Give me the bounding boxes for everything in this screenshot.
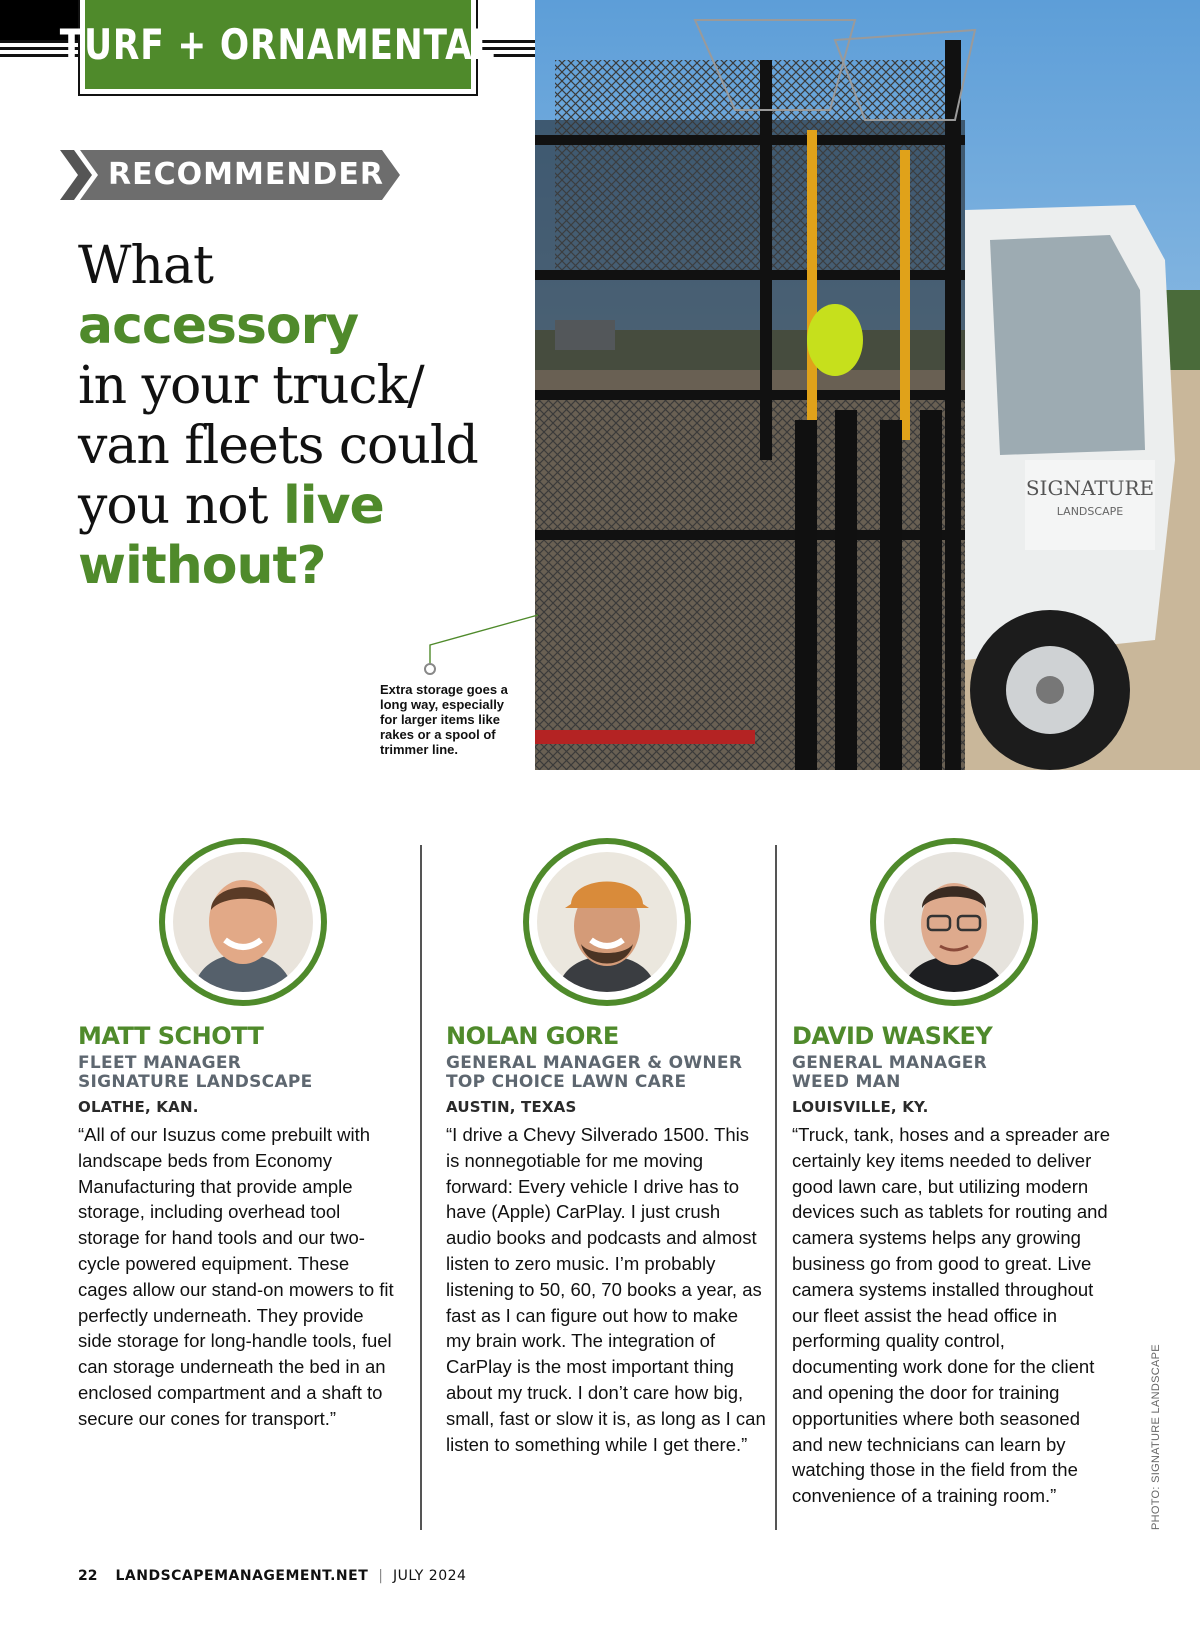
avatar xyxy=(159,838,327,1006)
person-location: LOUISVILLE, KY. xyxy=(792,1098,929,1116)
person-role: GENERAL MANAGER xyxy=(792,1053,988,1073)
profile-column xyxy=(792,1022,1112,1509)
person-company: SIGNATURE LANDSCAPE xyxy=(78,1072,313,1092)
person-portrait-icon xyxy=(537,852,677,992)
person-quote: “I drive a Chevy Silverado 1500. This is nonnegotiable for me moving forward: Every vehicle I drive has to have (Apple) CarPlay. I just crush audio books and podcasts and almost listen to zero music. I’m probably listening to 50, 60, 70 books a year, as fast as I can figure out how to make my brain work. The integration of CarPlay is the most important thing about my truck. I don’t care how big, small, fast or slow it is, as long as I can listen to something while I get there.” xyxy=(446,1124,766,1455)
profile-column xyxy=(78,1022,398,1432)
headline-line-5b: live xyxy=(282,476,384,536)
headline-line-2: accessory xyxy=(78,296,359,356)
truck-photo xyxy=(535,0,1200,770)
person-name: NOLAN GORE xyxy=(446,1022,619,1050)
person-location: OLATHE, KAN. xyxy=(78,1098,199,1116)
person-name: MATT SCHOTT xyxy=(78,1022,264,1050)
person-portrait-icon xyxy=(173,852,313,992)
person-quote: “Truck, tank, hoses and a spreader are certainly key items needed to deliver good lawn care, but utilizing modern devices such as tablets for routing and camera systems helps any growing business go from good to great. Live camera systems installed throughout our fleet assist the head office in performing quality control, documenting work done for the client and opening the door for training opportunities where both seasoned and new technicians can learn by watching those in the field from the convenience of a training room.” xyxy=(792,1124,1111,1507)
page-headline xyxy=(78,236,518,596)
kicker-banner xyxy=(60,150,400,200)
person-company: TOP CHOICE LAWN CARE xyxy=(446,1072,687,1092)
avatar xyxy=(870,838,1038,1006)
kicker-label: RECOMMENDER xyxy=(108,157,384,192)
avatar xyxy=(523,838,691,1006)
photo-caption: Extra storage goes a long way, especially for larger items like rakes or a spool of trimmer line. xyxy=(380,682,508,757)
caption-callout-line xyxy=(420,605,540,675)
headline-line-3: in your truck/ xyxy=(78,356,424,416)
footer-site: LANDSCAPEMANAGEMENT.NET xyxy=(115,1568,369,1584)
person-portrait-icon xyxy=(884,852,1024,992)
truck-door-brand: SIGNATURE xyxy=(1025,476,1155,500)
column-divider xyxy=(420,845,422,1530)
person-company: WEED MAN xyxy=(792,1072,901,1092)
page-number: 22 xyxy=(78,1568,98,1584)
profile-column xyxy=(446,1022,766,1457)
truck-door-sub: LANDSCAPE xyxy=(1056,505,1124,518)
headline-line-6: without? xyxy=(78,536,326,596)
headline-line-4: van fleets could xyxy=(78,416,478,476)
section-tag xyxy=(60,0,496,96)
column-divider xyxy=(775,845,777,1530)
person-name: DAVID WASKEY xyxy=(792,1022,993,1050)
footer-separator: | xyxy=(378,1568,383,1584)
headline-line-1: What xyxy=(78,236,213,296)
person-role: FLEET MANAGER xyxy=(78,1053,242,1073)
section-label: TURF + ORNAMENTAL xyxy=(60,20,496,69)
photo-credit: PHOTO: SIGNATURE LANDSCAPE xyxy=(1150,1344,1162,1530)
footer-date: JULY 2024 xyxy=(392,1568,467,1584)
person-quote: “All of our Isuzus come prebuilt with landscape beds from Economy Manufacturing that provide ample storage, including overhead tool storage for hand tools and our two-cycle powered equipment. These cages allow our stand-on mowers to fit perfectly underneath. They provide side storage for long-handle tools, fuel can storage underneath the bed in an enclosed compartment and a shaft to secure our cones for transport.” xyxy=(78,1124,394,1429)
person-role: GENERAL MANAGER & OWNER xyxy=(446,1053,743,1073)
headline-line-5a: you not xyxy=(78,476,283,536)
page-footer xyxy=(78,1566,466,1586)
person-location: AUSTIN, TEXAS xyxy=(446,1098,577,1116)
